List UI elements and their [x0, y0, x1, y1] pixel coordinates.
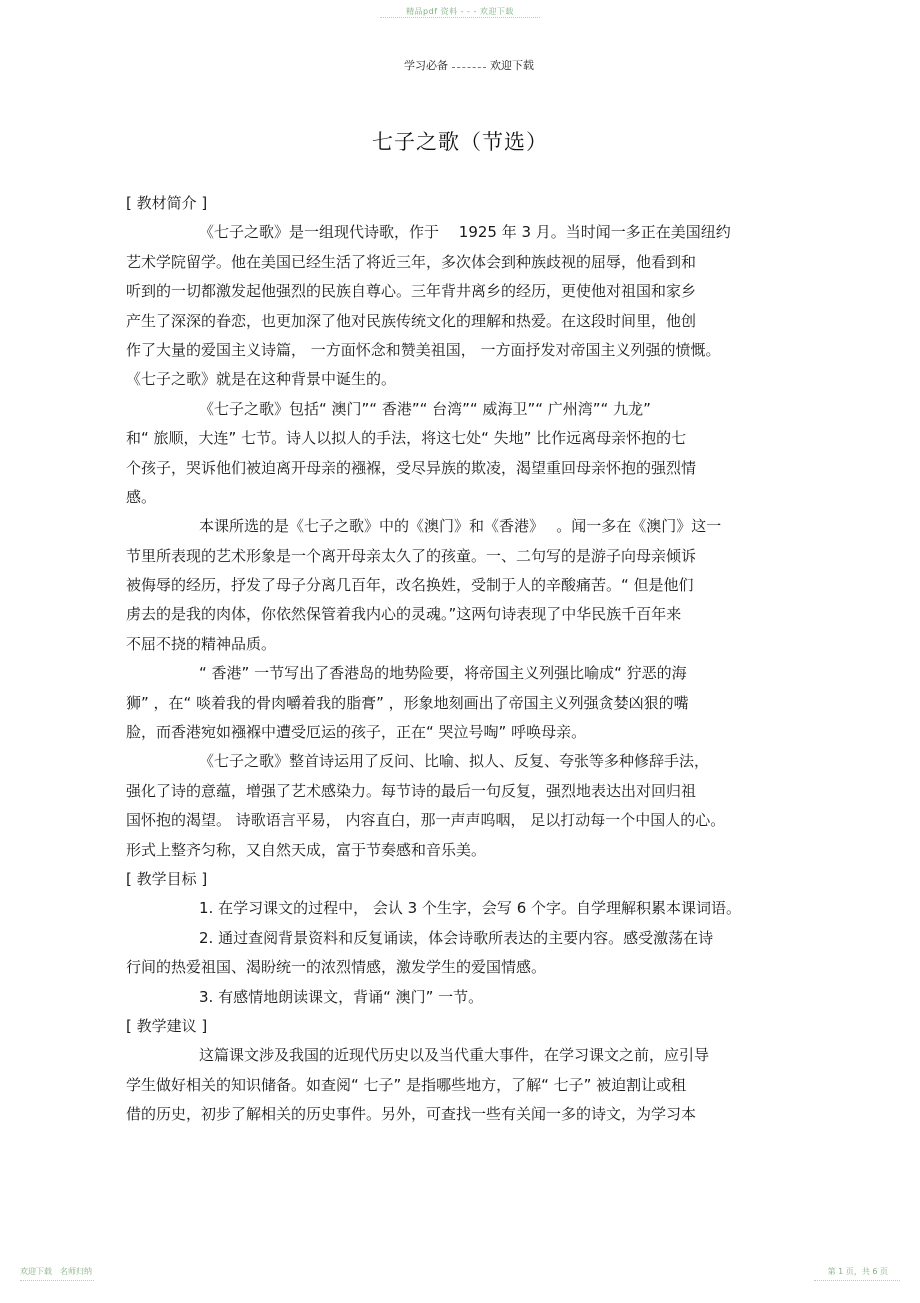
- paragraph-line: 强化了诗的意蕴，增强了艺术感染力。每节诗的最后一句反复，强烈地表达出对回归祖: [126, 781, 697, 800]
- page-header: [404, 57, 534, 73]
- paragraph-line: 《七子之歌》整首诗运用了反问、比喻、拟人、反复、夸张等多种修辞手法，: [199, 752, 710, 771]
- paragraph-line: 借的历史，初步了解相关的历史事件。另外，可查找一些有关闻一多的诗文，为学习本: [126, 1105, 697, 1124]
- page-number: 第 1 页，共 6 页: [827, 1267, 888, 1276]
- objective-item-continued: 行间的热爱祖国、渴盼统一的浓烈情感，激发学生的爱国情感。: [126, 958, 547, 977]
- paragraph-line: “ 香港” 一节写出了香港岛的地势险要，将帝国主义列强比喻成“ 狞恶的海: [199, 664, 687, 683]
- footer-left-text: 欢迎下载 名师归纳: [20, 1267, 92, 1276]
- paragraph-line: 和“ 旅顺，大连” 七节。诗人以拟人的手法，将这七处“ 失地” 比作远离母亲怀抱的七: [126, 429, 687, 448]
- paragraph-line: 艺术学院留学。他在美国已经生活了将近三年，多次体会到种族歧视的屈辱，他看到和: [126, 252, 697, 271]
- top-watermark: 精品pdf 资料 - - - 欢迎下载: [406, 7, 514, 16]
- paragraph-line: 国怀抱的渴望。 诗歌语言平易， 内容直白，那一声声呜咽， 足以打动每一个中国人的心。: [126, 811, 726, 830]
- footer-right-dots: [814, 1280, 900, 1281]
- header-left-text: 学习必备: [404, 59, 448, 72]
- paragraph-line: 《七子之歌》就是在这种背景中诞生的。: [126, 370, 397, 389]
- header-separator: [452, 67, 486, 68]
- paragraph-line: 本课所选的是《七子之歌》中的《澳门》和《香港》 。闻一多在《澳门》这一: [199, 517, 722, 536]
- footer-left-dots: [20, 1280, 94, 1281]
- document-body: [126, 189, 794, 1130]
- objective-item: 2. 通过查阅背景资料和反复诵读，体会诗歌所表达的主要内容。感受激荡在诗: [199, 928, 714, 947]
- paragraph-line: 学生做好相关的知识储备。如查阅“ 七子” 是指哪些地方，了解“ 七子” 被迫割让或租: [126, 1075, 687, 1094]
- paragraph-line: 不屈不挠的精神品质。: [126, 634, 277, 653]
- paragraph-line: 形式上整齐匀称，又自然天成，富于节奏感和音乐美。: [126, 840, 487, 859]
- paragraph-line: 被侮辱的经历，抒发了母子分离几百年，改名换姓，受制于人的辛酸痛苦。“ 但是他们: [126, 576, 694, 595]
- section-heading-intro: [ 教材简介 ]: [126, 194, 208, 212]
- paragraph-line: 听到的一切都激发起他强烈的民族自尊心。三年背井离乡的经历，更使他对祖国和家乡: [126, 282, 697, 301]
- objective-item: 1. 在学习课文的过程中， 会认 3 个生字，会写 6 个字。自学理解积累本课词语。: [199, 899, 742, 918]
- paragraph-line: 节里所表现的艺术形象是一个离开母亲太久了的孩童。一、二句写的是游子向母亲倾诉: [126, 546, 697, 565]
- paragraph-line: 产生了深深的眷恋，也更加深了他对民族传统文化的理解和热爱。在这段时间里，他创: [126, 311, 697, 330]
- top-watermark-dots: [380, 17, 540, 19]
- paragraph-line: 虏去的是我的肉体，你依然保管着我内心的灵魂。”这两句诗表现了中华民族千百年来: [126, 605, 682, 624]
- paragraph-line: 脸，而香港宛如襁褓中遭受厄运的孩子，正在“ 哭泣号啕” 呼唤母亲。: [126, 723, 587, 742]
- paragraph-line: 这篇课文涉及我国的近现代历史以及当代重大事件，在学习课文之前，应引导: [199, 1046, 710, 1065]
- section-heading-objectives: [ 教学目标 ]: [126, 869, 208, 888]
- paragraph-line: 《七子之歌》是一组现代诗歌，作于 1925 年 3 月。当时闻一多正在美国纽约: [199, 223, 731, 242]
- paragraph-line: 感。: [126, 487, 157, 506]
- document-title: 七子之歌（节选）: [372, 130, 548, 154]
- section-heading-suggestions: [ 教学建议 ]: [126, 1016, 208, 1035]
- paragraph-line: 个孩子，哭诉他们被迫离开母亲的襁褓，受尽异族的欺凌，渴望重回母亲怀抱的强烈情: [126, 458, 697, 477]
- objective-item: 3. 有感情地朗读课文，背诵“ 澳门” 一节。: [199, 987, 484, 1006]
- header-right-text: 欢迎下载: [490, 59, 534, 72]
- paragraph-line: 《七子之歌》包括“ 澳门”“ 香港”“ 台湾”“ 威海卫”“ 广州湾”“ 九龙”: [199, 399, 651, 418]
- paragraph-line: 作了大量的爱国主义诗篇， 一方面怀念和赞美祖国， 一方面抒发对帝国主义列强的愤慨。: [126, 340, 721, 359]
- paragraph-line: 狮” ，在“ 啖着我的骨肉嚼着我的脂膏” ，形象地刻画出了帝国主义列强贪婪凶狠的嘴: [126, 693, 689, 712]
